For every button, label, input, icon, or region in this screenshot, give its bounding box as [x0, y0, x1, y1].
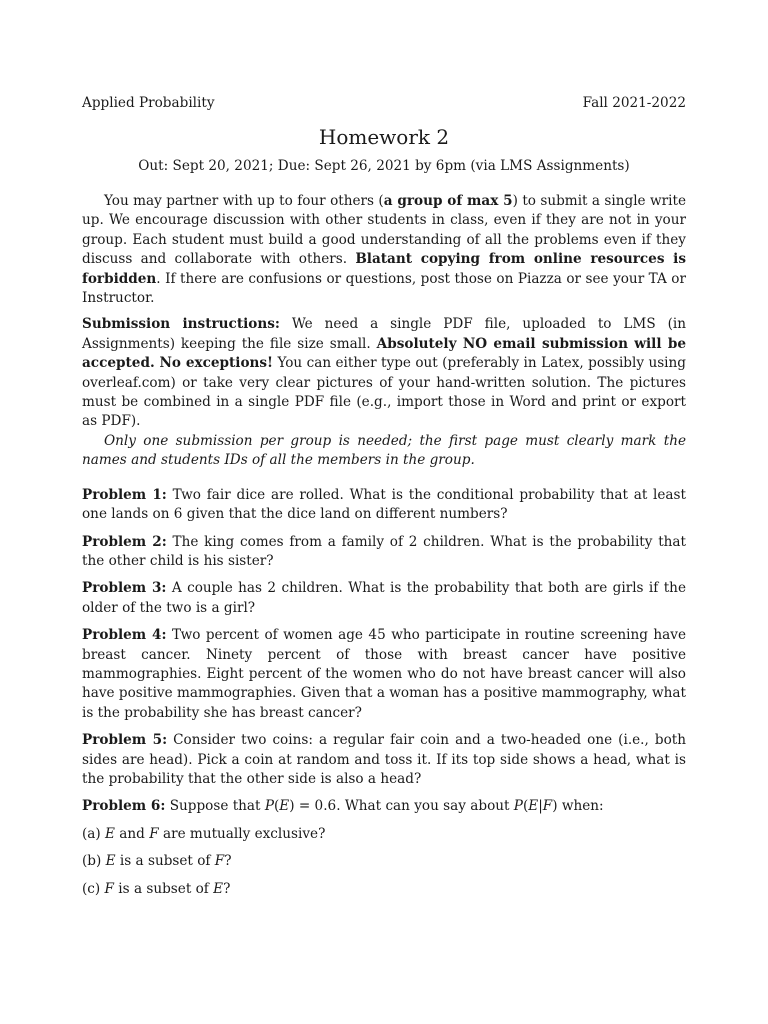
- problem-3: [82, 579, 686, 618]
- problem-text: The king comes from a family of 2 children. What is the probability that the other child is his sister?: [82, 533, 686, 569]
- document-body: [82, 192, 686, 899]
- submission-label: Submission instructions:: [82, 316, 280, 333]
- course-name: Applied Probability: [82, 95, 215, 111]
- term: Fall 2021-2022: [582, 95, 686, 111]
- problem-text: Two percent of women age 45 who participate in routine screening have breast cancer. Ninety percent of those with breast cancer have positive mammographies. Eight percent of the women who do not have breast cancer will also have positive mammographies. Given that a woman has a positive mammography, what is the probability she has breast cancer?: [82, 627, 686, 721]
- problem-5: [82, 731, 686, 789]
- problem-text: Consider two coins: a regular fair coin and a two-headed one (i.e., both sides are head). Pick a coin at random and toss it. If its top side shows a head, what is the probability that the other side is also a head?: [82, 732, 686, 787]
- problem-label: Problem 2:: [82, 533, 167, 550]
- problem-6-part-a: (a) E and F are mutually exclusive?: [82, 825, 326, 842]
- problem-1: [82, 486, 686, 525]
- problem-4: [82, 626, 686, 723]
- problem-label: Problem 4:: [82, 627, 167, 644]
- math-f: F: [542, 798, 553, 815]
- math-e: E: [279, 798, 290, 815]
- part-label: (c): [82, 880, 105, 897]
- problem-label: Problem 3:: [82, 580, 167, 597]
- no-email-warning: Absolutely NO email submission will be accepted. No exceptions!: [82, 335, 686, 372]
- header-row: [82, 94, 686, 112]
- page-title: Homework 2: [318, 125, 450, 149]
- problem-text: Two fair dice are rolled. What is the conditional probability that at least one lands on 6 given that the dice land on different numbers?: [82, 486, 686, 523]
- math-e: E: [528, 798, 539, 815]
- problem-2: [82, 533, 686, 572]
- intro-paragraph: You may partner with up to four others (a group of max 5) to submit a single write up. We encourage discussion with other students in class, even if they are not in your group. Each student must build a good understanding of all the problems even if they discuss and collaborate with others. Blatant copying from online resources is forbidden. If there are confusions or questions, post those on Piazza or see your TA or Instructor.: [82, 193, 686, 307]
- part-label: (a): [82, 825, 106, 842]
- part-label: (b): [82, 853, 106, 870]
- math-p: P: [264, 798, 274, 815]
- problem-6-part-b: (b) E is a subset of F?: [82, 853, 232, 870]
- copying-warning: Blatant copying from online resources is forbidden: [82, 251, 686, 287]
- due-dates: Out: Sept 20, 2021; Due: Sept 26, 2021 by 6pm (via LMS Assignments): [138, 158, 630, 174]
- group-submission-note: Only one submission per group is needed; the first page must clearly mark the names and students IDs of all the members in the group.: [82, 432, 686, 469]
- problem-label: Problem 5:: [82, 732, 168, 749]
- problem-6-part-c: (c) F is a subset of E?: [82, 880, 231, 897]
- problem-6: Problem 6: Suppose that P(E) = 0.6. What can you say about P(E|F) when:: [82, 798, 604, 815]
- submission-paragraph: Submission instructions: We need a single PDF file, uploaded to LMS (in Assignments) keeping the file size small. Absolutely NO email submission will be accepted. No exceptions! You can either type out (preferably in Latex, possibly using overleaf.com) or take very clear pictures of your hand-written solution. The pictures must be combined in a single PDF file (e.g., import those in Word and print or export as PDF).: [82, 316, 686, 430]
- group-size-emphasis: a group of max 5: [383, 193, 513, 209]
- problem-text: A couple has 2 children. What is the probability that both are girls if the older of the two is a girl?: [82, 580, 686, 616]
- problem-label: Problem 1:: [82, 486, 167, 503]
- problem-label: Problem 6:: [82, 798, 166, 815]
- math-p: P: [513, 798, 523, 815]
